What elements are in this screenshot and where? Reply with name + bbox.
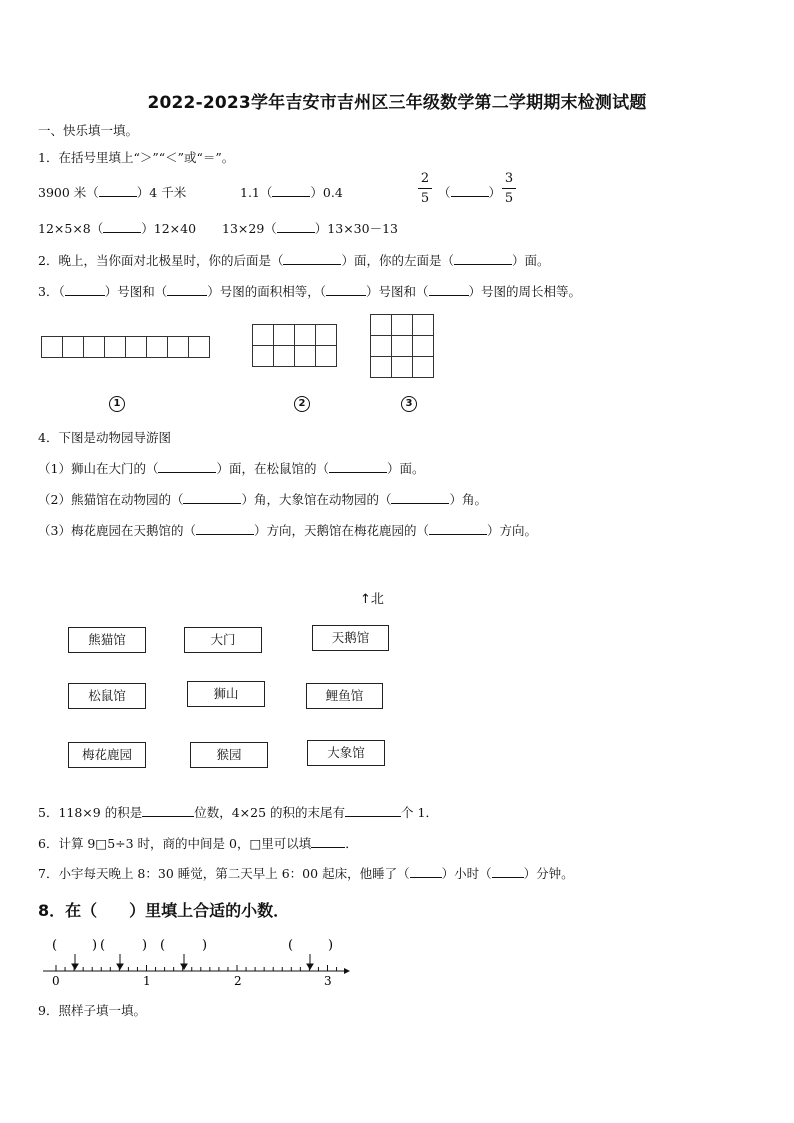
question-3: 3．（ ）号图和（ ）号图的面积相等，（ ）号图和（ ）号图的周长相等。	[38, 284, 582, 299]
answer-blank[interactable]	[345, 804, 401, 817]
map-panda-house: 熊猫馆	[68, 627, 146, 653]
answer-blank[interactable]	[410, 865, 442, 878]
paren-open: (	[52, 938, 58, 953]
figure-3-grid	[370, 314, 434, 378]
paren-close: )	[142, 938, 148, 953]
tick-label-1: 1	[143, 974, 151, 988]
question-4-1: （1）狮山在大门的（ ）面，在松鼠馆的（ ）面。	[38, 461, 425, 476]
answer-blank[interactable]	[454, 252, 512, 265]
answer-blank[interactable]	[142, 804, 194, 817]
number-line	[38, 932, 358, 988]
paren-open: (	[160, 938, 166, 953]
answer-blank[interactable]	[283, 252, 341, 265]
page-title: 2022-2023学年吉安市吉州区三年级数学第二学期期末检测试题	[147, 93, 647, 113]
answer-blank[interactable]	[167, 283, 207, 296]
answer-blank[interactable]	[329, 460, 387, 473]
paren-open: (	[288, 938, 294, 953]
section-heading: 一、快乐填一填。	[38, 123, 139, 138]
map-deer-garden: 梅花鹿园	[68, 742, 146, 768]
fraction-3-5: 3 5	[502, 171, 516, 206]
q1-item-5: 13×29（ ）13×30－13	[222, 221, 398, 236]
tick-label-0: 0	[52, 974, 60, 988]
map-lion-hill: 狮山	[187, 681, 265, 707]
map-squirrel-house: 松鼠馆	[68, 683, 146, 709]
answer-blank[interactable]	[492, 865, 524, 878]
answer-blank[interactable]	[196, 522, 254, 535]
map-elephant-house: 大象馆	[307, 740, 385, 766]
answer-blank[interactable]	[451, 184, 489, 197]
map-swan-house: 天鹅馆	[312, 625, 389, 651]
answer-blank[interactable]	[99, 184, 137, 197]
paren-close: )	[202, 938, 208, 953]
tick-label-3: 3	[324, 974, 332, 988]
q1-item-2: 1.1（ ）0.4	[240, 185, 343, 200]
north-indicator: ↑北	[360, 592, 384, 607]
figure-3-label: 3	[401, 396, 417, 412]
answer-blank[interactable]	[183, 491, 241, 504]
fraction-2-5: 2 5	[418, 171, 432, 206]
map-main-gate: 大门	[184, 627, 262, 653]
answer-blank[interactable]	[429, 522, 487, 535]
question-4-text: 4．下图是动物园导游图	[38, 430, 171, 445]
figure-1-grid	[41, 336, 210, 358]
answer-blank[interactable]	[158, 460, 216, 473]
paren-close: )	[328, 938, 334, 953]
map-carp-house: 鲤鱼馆	[306, 683, 383, 709]
question-4-2: （2）熊猫馆在动物园的（ ）角，大象馆在动物园的（ ）角。	[38, 492, 487, 507]
answer-blank[interactable]	[65, 283, 105, 296]
answer-blank[interactable]	[272, 184, 310, 197]
figure-2-label: 2	[294, 396, 310, 412]
answer-blank[interactable]	[326, 283, 366, 296]
map-monkey-garden: 猴园	[190, 742, 268, 768]
question-6: 6．计算 9□5÷3 时，商的中间是 0，□里可以填 ．	[38, 836, 358, 851]
question-9: 9．照样子填一填。	[38, 1003, 146, 1018]
question-4-3: （3）梅花鹿园在天鹅馆的（ ）方向，天鹅馆在梅花鹿园的（ ）方向。	[38, 523, 537, 538]
figure-2-grid	[252, 324, 337, 367]
paren-open: (	[100, 938, 106, 953]
question-5: 5．118×9 的积是 位数，4×25 的积的末尾有 个 1．	[38, 805, 438, 820]
q1-item-3-paren: （ ）	[438, 185, 502, 200]
answer-blank[interactable]	[429, 283, 469, 296]
figure-1-label: 1	[109, 396, 125, 412]
question-8: 8．在（ ）里填上合适的小数．	[38, 901, 290, 920]
paren-close: )	[92, 938, 98, 953]
q1-item-4: 12×5×8（ ）12×40	[38, 221, 197, 236]
question-2: 2．晚上，当你面对北极星时，你的后面是（ ）面，你的左面是（ ）面。	[38, 253, 550, 268]
answer-blank[interactable]	[391, 491, 449, 504]
answer-blank[interactable]	[103, 220, 141, 233]
answer-blank[interactable]	[311, 835, 345, 848]
question-7: 7．小宇每天晚上 8：30 睡觉，第二天早上 6：00 起床，他睡了（ ）小时（ ）分钟。	[38, 866, 574, 881]
question-1-text: 1．在括号里填上“＞”“＜”或“＝”。	[38, 150, 235, 165]
q1-item-1: 3900 米（ ）4 千米	[38, 185, 187, 200]
tick-label-2: 2	[234, 974, 242, 988]
answer-blank[interactable]	[277, 220, 315, 233]
